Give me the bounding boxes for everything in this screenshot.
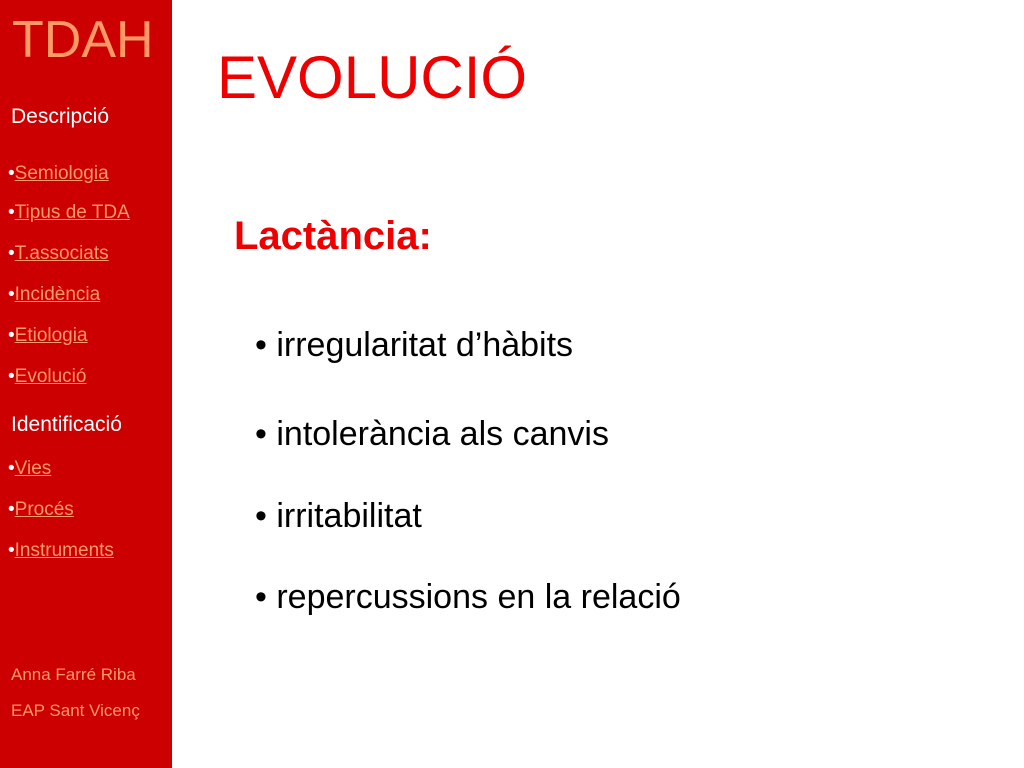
bullet-item: • repercussions en la relació — [255, 578, 681, 616]
bullet-item: • irregularitat d’hàbits — [255, 326, 574, 364]
section-subtitle: Lactància: — [234, 214, 432, 258]
footer-organization: EAP Sant Vicenç — [11, 701, 140, 720]
nav-link-tipus-de-tda[interactable]: Tipus de TDA — [14, 202, 130, 223]
nav-link-instruments[interactable]: Instruments — [14, 540, 114, 561]
bullet-marker: • — [8, 540, 15, 561]
bullet-marker: • — [8, 202, 15, 223]
bullet-marker: • — [8, 458, 15, 479]
footer-author: Anna Farré Riba — [11, 665, 136, 684]
nav-item-instruments[interactable] — [8, 540, 114, 562]
nav-item-etiologia[interactable] — [8, 325, 88, 347]
nav-link-proces[interactable]: Procés — [14, 499, 74, 520]
nav-link-semiologia[interactable]: Semiologia — [14, 163, 109, 184]
bullet-marker: • — [8, 163, 15, 184]
section-heading-identificacio: Identificació — [11, 413, 122, 436]
bullet-marker: • — [8, 325, 15, 346]
nav-item-semiologia[interactable] — [8, 163, 109, 185]
bullet-item: • intolerància als canvis — [255, 415, 609, 453]
nav-item-t-associats[interactable] — [8, 243, 109, 265]
nav-link-etiologia[interactable]: Etiologia — [14, 325, 88, 346]
bullet-marker: • — [8, 243, 15, 264]
nav-item-tipus-de-tda[interactable] — [8, 202, 130, 224]
section-heading-descripcio: Descripció — [11, 105, 110, 128]
nav-link-incidencia[interactable]: Incidència — [14, 284, 101, 305]
bullet-marker: • — [8, 499, 15, 520]
sidebar-title: TDAH — [12, 11, 154, 69]
bullet-marker: • — [8, 284, 15, 305]
slide-title: EVOLUCIÓ — [217, 44, 528, 111]
nav-item-vies[interactable] — [8, 458, 51, 480]
sidebar — [0, 0, 172, 768]
nav-link-vies[interactable]: Vies — [14, 458, 52, 479]
nav-link-t-associats[interactable]: T.associats — [14, 243, 109, 264]
nav-item-incidencia[interactable] — [8, 284, 100, 306]
bullet-item: • irritabilitat — [255, 497, 422, 535]
bullet-marker: • — [8, 366, 15, 387]
nav-item-proces[interactable] — [8, 499, 74, 521]
nav-link-evolucio[interactable]: Evolució — [14, 366, 87, 387]
nav-item-evolucio[interactable] — [8, 366, 86, 388]
